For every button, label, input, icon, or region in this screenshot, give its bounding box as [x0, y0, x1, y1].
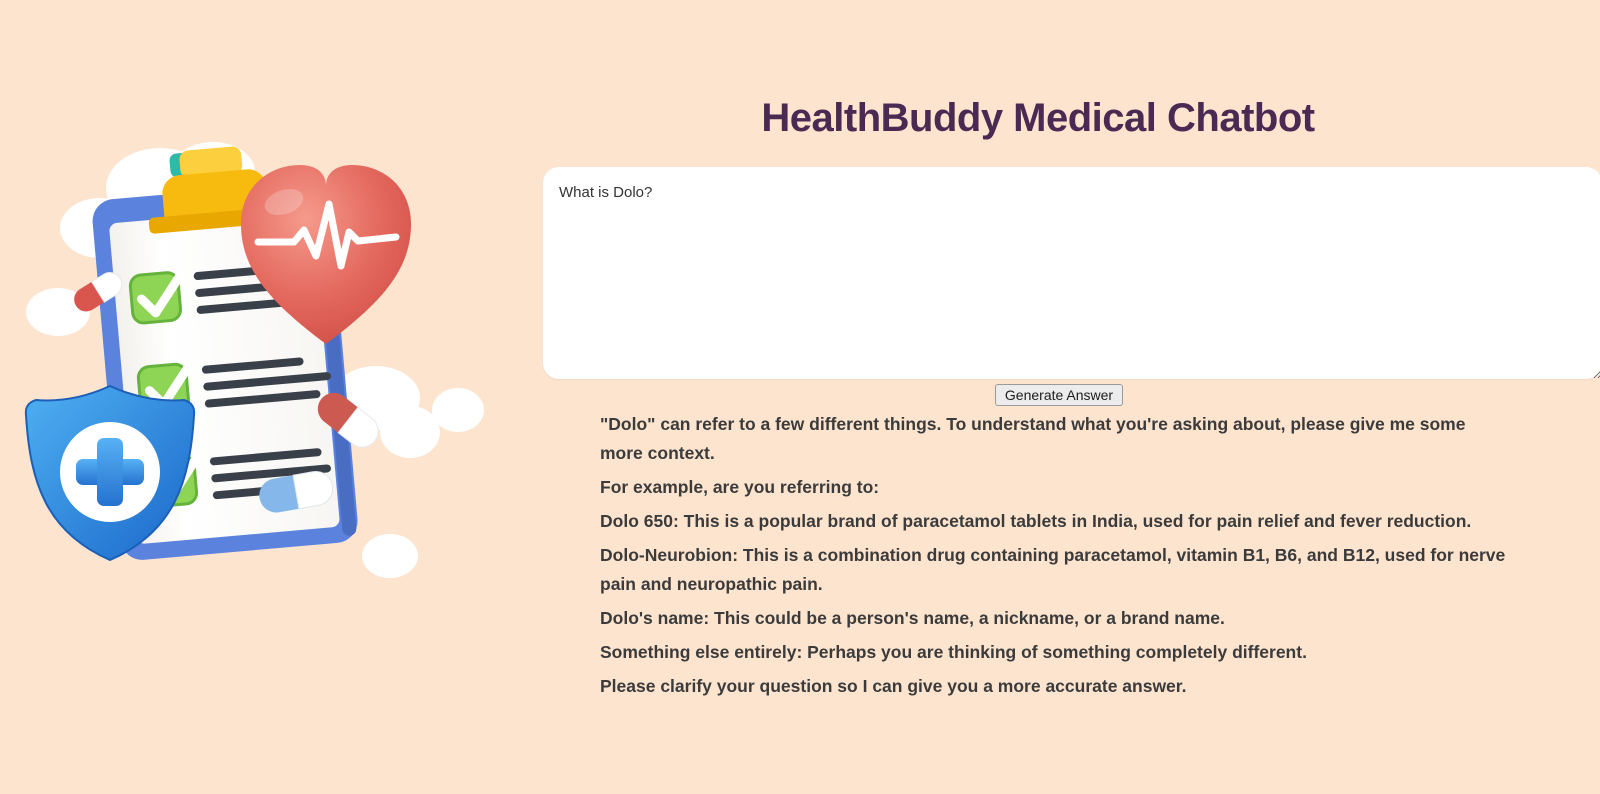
question-input[interactable]: [543, 167, 1600, 379]
response-paragraph: For example, are you referring to:: [600, 477, 880, 497]
chatbot-response: [600, 410, 1512, 701]
response-paragraph: Please clarify your question so I can give you a more accurate answer.: [600, 676, 1187, 696]
response-paragraph: Dolo-Neurobion: This is a combination drug containing paracetamol, vitamin B1, B6, and B12, used for nerve pain and neuropathic pain.: [600, 545, 1506, 594]
medical-illustration: [38, 120, 428, 592]
response-paragraph: Something else entirely: Perhaps you are thinking of something completely different.: [600, 642, 1307, 662]
main-content: [543, 0, 1600, 706]
response-paragraph: Dolo's name: This could be a person's name, a nickname, or a brand name.: [600, 608, 1225, 628]
response-paragraph: "Dolo" can refer to a few different things. To understand what you're asking about, please give me some more context.: [600, 414, 1466, 463]
page-title: HealthBuddy Medical Chatbot: [761, 96, 1315, 140]
button-row: [543, 384, 1575, 408]
generate-answer-button[interactable]: Generate Answer: [995, 384, 1123, 406]
response-paragraph: Dolo 650: This is a popular brand of paracetamol tablets in India, used for pain relief and fever reduction.: [600, 511, 1472, 531]
